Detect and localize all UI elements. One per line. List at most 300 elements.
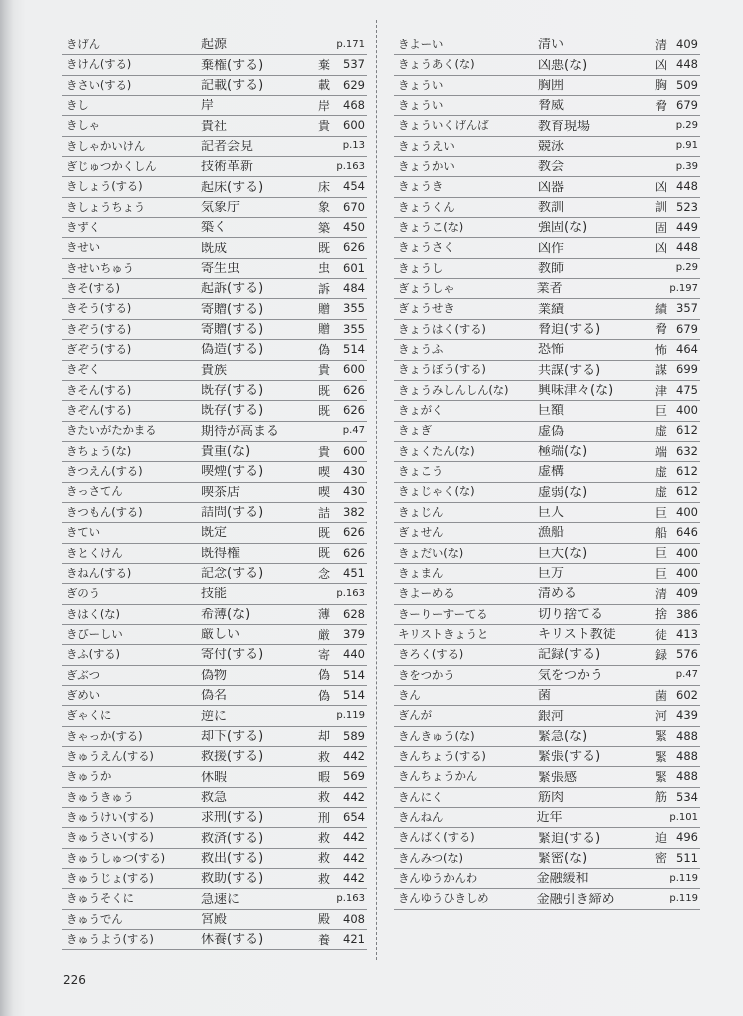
entry-kanji: 寄 (317, 647, 330, 662)
entry-kanji: 喫 (317, 464, 330, 479)
entry-kanji: 虫 (317, 261, 330, 276)
entry-word: 宮殿 (201, 912, 228, 926)
entry-reference: 629 (343, 77, 365, 92)
index-entry (62, 727, 367, 747)
entry-reading: きゅうでん (66, 913, 123, 926)
entry-kanji: 救 (317, 831, 330, 846)
entry-reference: 601 (343, 260, 365, 275)
entry-reading: きゅうえん(する) (66, 750, 154, 763)
entry-reading: きつえん(する) (66, 466, 143, 478)
index-entry (62, 381, 367, 401)
entry-kanji: 築 (317, 220, 330, 235)
entry-reading: きはく(な) (66, 608, 120, 621)
entry-kanji: 棄 (317, 58, 330, 73)
entry-kanji: 偽 (317, 342, 330, 357)
entry-word: 起源 (201, 38, 228, 52)
entry-reading: きそう(する) (66, 303, 132, 315)
entry-reading: きょうふ (398, 344, 444, 356)
entry-reading: きゅうしゅつ(する) (66, 852, 165, 865)
entry-reading: ぎょうせき (398, 303, 455, 315)
entry-reading: きょくたん(な) (398, 445, 475, 458)
entry-reading: きしょう(する) (66, 181, 143, 193)
entry-reading: きんみつ(な) (398, 852, 463, 865)
index-entry (394, 869, 700, 889)
entry-reference: 451 (343, 565, 365, 580)
entry-reference: p.171 (336, 38, 365, 50)
entry-reference: 468 (343, 97, 365, 112)
entry-reference: 632 (676, 443, 698, 458)
index-entry (62, 35, 367, 55)
entry-kanji: 既 (317, 241, 330, 256)
entry-kanji: 贈 (317, 302, 330, 317)
entry-reading: きをつかう (398, 669, 455, 682)
entry-kanji: 巨 (654, 403, 667, 418)
entry-reference: p.39 (675, 160, 698, 172)
index-entry (62, 930, 367, 950)
entry-reading: きゅうか (66, 771, 112, 783)
index-entry (62, 116, 367, 136)
entry-word: 記念(する) (201, 567, 264, 581)
entry-reference: 450 (343, 220, 365, 235)
index-column-left (62, 35, 367, 950)
entry-reference: p.163 (336, 893, 365, 905)
entry-reference: 626 (343, 403, 365, 418)
entry-reference: 679 (676, 97, 698, 112)
entry-kanji: 載 (317, 78, 330, 93)
entry-reading: きょがく (398, 405, 444, 417)
index-entry (394, 686, 700, 706)
entry-reference: 628 (343, 606, 365, 621)
entry-reading: きしょうちょう (66, 201, 146, 214)
entry-reading: きゅうじょ(する) (66, 873, 154, 885)
index-entry (62, 238, 367, 258)
index-entry (62, 279, 367, 299)
index-entry (62, 259, 367, 279)
entry-reading: きゃっか(する) (66, 730, 143, 743)
index-entry (62, 645, 367, 665)
entry-reference: 439 (676, 708, 698, 723)
index-entry (62, 157, 367, 177)
entry-reference: 600 (343, 362, 365, 377)
entry-kanji: 訴 (317, 281, 330, 296)
entry-kanji: 巨 (654, 566, 667, 581)
index-entry (394, 96, 700, 116)
entry-reference: 386 (676, 606, 698, 621)
entry-reference: p.47 (675, 669, 698, 681)
index-entry (62, 767, 367, 787)
entry-word: 業者 (536, 282, 563, 296)
entry-reference: 379 (343, 626, 365, 641)
entry-reading: きっさてん (66, 486, 123, 498)
index-entry (62, 462, 367, 482)
entry-kanji: 床 (317, 180, 330, 195)
index-entry (62, 523, 367, 543)
entry-word: 既存(する) (201, 384, 264, 398)
index-entry (394, 137, 700, 157)
entry-kanji: 喫 (317, 485, 330, 500)
entry-kanji: 脅 (654, 98, 667, 113)
entry-word: 貴社 (201, 119, 228, 133)
entry-reference: 534 (676, 789, 698, 804)
entry-kanji: 詰 (317, 505, 330, 520)
entry-word: 教師 (538, 261, 565, 275)
entry-word: 凶作 (538, 241, 565, 255)
entry-kanji: 救 (317, 851, 330, 866)
entry-kanji: 既 (317, 546, 330, 561)
entry-kanji: 救 (317, 790, 330, 805)
index-column-right (394, 35, 700, 910)
entry-word: 脅威 (538, 99, 565, 113)
entry-reading: きんゆうひきしめ (398, 893, 489, 905)
entry-reference: p.47 (342, 425, 365, 437)
index-entry (62, 503, 367, 523)
index-entry (394, 76, 700, 96)
entry-word: 喫茶店 (201, 485, 241, 499)
entry-kanji: 績 (654, 302, 667, 317)
entry-reading: きつもん(する) (66, 506, 143, 519)
entry-word: 休養(する) (201, 933, 264, 947)
entry-word: 救済(する) (201, 831, 264, 845)
entry-word: 業績 (538, 302, 565, 316)
index-entry (62, 625, 367, 645)
index-entry (394, 35, 700, 55)
entry-reading: きし (66, 99, 89, 112)
entry-reading: きろく(する) (398, 649, 464, 661)
entry-reference: 448 (676, 240, 698, 255)
index-entry (394, 564, 700, 584)
entry-reading: きーりーすーてる (398, 608, 488, 621)
entry-word: 技術革新 (201, 160, 254, 174)
entry-reading: きびーしい (66, 628, 123, 641)
entry-kanji: 脅 (654, 322, 667, 337)
entry-word: 虚偽 (538, 424, 565, 438)
entry-kanji: 既 (317, 525, 330, 540)
entry-kanji: 刑 (317, 810, 330, 825)
index-entry (394, 645, 700, 665)
entry-reference: 430 (343, 464, 365, 479)
entry-reference: 626 (343, 525, 365, 540)
index-entry (62, 706, 367, 726)
index-entry (62, 686, 367, 706)
entry-kanji: 徒 (654, 627, 667, 642)
entry-reading: きずく (66, 222, 100, 234)
index-entry (394, 422, 700, 442)
entry-word: 技能 (201, 587, 228, 601)
entry-word: 気象庁 (201, 200, 241, 214)
entry-reference: p.101 (669, 811, 698, 823)
index-entry (62, 849, 367, 869)
entry-reference: 448 (676, 179, 698, 194)
entry-kanji: 却 (317, 729, 330, 744)
entry-kanji: 岸 (317, 98, 330, 113)
entry-word: 漁船 (538, 526, 565, 540)
entry-reading: きねん(する) (66, 567, 132, 580)
index-entry (394, 666, 700, 686)
index-entry (62, 483, 367, 503)
index-entry (394, 361, 700, 381)
entry-kanji: 虚 (654, 424, 667, 439)
entry-kanji: 録 (654, 647, 667, 662)
entry-word: 筋肉 (538, 790, 565, 804)
entry-word: 既得権 (201, 546, 241, 560)
entry-reference: 654 (343, 809, 365, 824)
entry-reading: ぎぞう(する) (66, 344, 132, 356)
entry-reference: 514 (343, 342, 365, 357)
page-number: 226 (63, 973, 86, 987)
entry-kanji: 殿 (317, 912, 330, 927)
index-entry (394, 55, 700, 75)
entry-kanji: 河 (654, 709, 667, 724)
index-entry (62, 889, 367, 909)
entry-word: 逆に (201, 709, 228, 723)
entry-reading: ぎのう (66, 588, 100, 600)
entry-kanji: 養 (317, 932, 330, 947)
index-entry (62, 320, 367, 340)
entry-reference: 442 (343, 830, 365, 845)
entry-reference: p.119 (669, 893, 698, 905)
entry-reading: きゅうけい(する) (66, 811, 154, 824)
entry-word: 急速に (201, 892, 241, 906)
entry-reading: ぎょせん (398, 527, 444, 539)
entry-reference: 646 (676, 525, 698, 540)
entry-reference: 626 (343, 545, 365, 560)
index-entry (394, 340, 700, 360)
entry-word: 虚構 (538, 465, 565, 479)
entry-reference: 488 (676, 769, 698, 784)
entry-reading: きょうし (398, 262, 444, 275)
entry-word: 緊張(する) (538, 750, 601, 764)
index-entry (62, 666, 367, 686)
index-entry (62, 869, 367, 889)
entry-kanji: 筋 (654, 790, 667, 805)
entry-reading: きゅうよう(する) (66, 934, 154, 946)
index-entry (394, 727, 700, 747)
entry-reference: 626 (343, 240, 365, 255)
index-entry (394, 767, 700, 787)
entry-reference: 514 (343, 667, 365, 682)
index-entry (62, 177, 367, 197)
entry-reading: きょじゃく(な) (398, 486, 475, 498)
entry-word: 偽名 (201, 689, 228, 703)
entry-reading: きんちょう(する) (398, 750, 486, 763)
index-entry (62, 361, 367, 381)
entry-word: 巨人 (538, 506, 565, 520)
entry-kanji: 薄 (317, 607, 330, 622)
entry-word: 極端(な) (538, 445, 588, 459)
entry-word: 既存(する) (201, 404, 264, 418)
index-entry (62, 401, 367, 421)
entry-reading: きょうあく(な) (398, 59, 475, 71)
entry-reference: 626 (343, 382, 365, 397)
entry-reading: きん (398, 689, 421, 702)
entry-reference: p.119 (336, 710, 365, 722)
entry-reading: きぞう(する) (66, 323, 132, 336)
index-entry (62, 198, 367, 218)
entry-kanji: 象 (317, 200, 330, 215)
entry-reference: 509 (676, 77, 698, 92)
entry-reference: 569 (343, 769, 365, 784)
entry-word: 菌 (538, 689, 552, 703)
entry-word: 金融緩和 (536, 872, 589, 886)
entry-reading: ぎじゅつかくしん (66, 160, 157, 173)
entry-reading: きそ(する) (66, 283, 120, 295)
index-entry (394, 849, 700, 869)
index-entry (394, 889, 700, 909)
entry-word: 銀河 (538, 709, 565, 723)
entry-kanji: 固 (654, 220, 667, 235)
entry-reference: 400 (676, 504, 698, 519)
entry-reading: きゅうきゅう (66, 791, 134, 804)
index-entry (394, 503, 700, 523)
entry-reference: p.29 (675, 262, 698, 274)
entry-kanji: 巨 (654, 546, 667, 561)
entry-reading: きてい (66, 527, 100, 539)
index-entry (394, 116, 700, 136)
entry-word: 貴族 (201, 363, 228, 377)
entry-reference: 612 (676, 484, 698, 499)
index-entry (394, 238, 700, 258)
entry-word: 寄贈(する) (201, 322, 264, 336)
entry-reading: きふ(する) (66, 649, 120, 661)
entry-reference: 464 (676, 342, 698, 357)
entry-reading: きょうい (398, 79, 444, 92)
entry-reading: きょうえい (398, 140, 455, 153)
column-divider (376, 20, 377, 960)
index-entry (394, 747, 700, 767)
entry-reference: 355 (343, 321, 365, 336)
index-entry (394, 483, 700, 503)
entry-word: 救出(する) (201, 851, 264, 865)
index-entry (62, 788, 367, 808)
entry-reading: きょうみしんしん(な) (398, 384, 509, 397)
index-entry (62, 422, 367, 442)
entry-reading: きとくけん (66, 547, 123, 560)
entry-kanji: 捨 (654, 607, 667, 622)
entry-reading: きせい (66, 242, 100, 254)
index-entry (62, 218, 367, 238)
entry-kanji: 偽 (317, 688, 330, 703)
entry-kanji: 緊 (654, 770, 667, 785)
entry-kanji: 贈 (317, 322, 330, 337)
entry-kanji: 清 (654, 37, 667, 52)
entry-reference: 612 (676, 423, 698, 438)
entry-reference: 602 (676, 687, 698, 702)
entry-word: 記載(する) (201, 78, 264, 92)
entry-reference: 600 (343, 443, 365, 458)
index-entry (394, 381, 700, 401)
entry-reading: きんちょうかん (398, 771, 478, 783)
entry-reference: 600 (343, 118, 365, 133)
entry-word: 詰問(する) (201, 506, 264, 520)
index-entry (394, 462, 700, 482)
entry-reference: p.13 (342, 140, 365, 152)
entry-reference: p.163 (336, 160, 365, 172)
index-entry (394, 198, 700, 218)
entry-kanji: 既 (317, 403, 330, 418)
entry-reading: きゅうさい(する) (66, 832, 154, 844)
entry-reading: きょじん (398, 506, 444, 519)
entry-reference: 442 (343, 850, 365, 865)
index-entry (394, 442, 700, 462)
entry-kanji: 菌 (654, 688, 667, 703)
index-entry (394, 218, 700, 238)
entry-word: 巨万 (538, 567, 565, 581)
entry-word: 教会 (538, 160, 565, 174)
entry-reading: きゅうそくに (66, 893, 134, 905)
entry-reference: 440 (343, 647, 365, 662)
entry-reference: 454 (343, 179, 365, 194)
entry-word: 起訴(する) (201, 282, 264, 296)
entry-word: 起床(する) (201, 180, 264, 194)
entry-reference: 413 (676, 626, 698, 641)
entry-word: 貴重(な) (201, 445, 251, 459)
entry-word: 恐怖 (538, 343, 565, 357)
index-entry (62, 55, 367, 75)
entry-kanji: 緊 (654, 729, 667, 744)
entry-kanji: 清 (654, 586, 667, 601)
entry-kanji: 虚 (654, 485, 667, 500)
entry-word: 救急 (201, 790, 228, 804)
entry-reference: 442 (343, 789, 365, 804)
entry-word: 記者会見 (201, 139, 254, 153)
entry-reading: キリストきょうと (398, 628, 489, 641)
entry-reading: きょこう (398, 466, 444, 478)
entry-word: 偽造(する) (201, 343, 264, 357)
entry-reference: 496 (676, 830, 698, 845)
entry-word: 虚弱(な) (538, 485, 588, 499)
entry-reading: ぎんが (398, 710, 432, 722)
entry-reading: きんねん (398, 811, 444, 824)
entry-kanji: 貴 (317, 363, 330, 378)
entry-word: 厳しい (201, 628, 241, 642)
entry-reading: きょうぼう(する) (398, 364, 486, 376)
entry-word: 胸囲 (538, 78, 565, 92)
entry-kanji: 訓 (654, 200, 667, 215)
entry-word: 寄生虫 (201, 261, 241, 275)
entry-reading: ぎめい (66, 689, 100, 702)
entry-kanji: 凶 (654, 180, 667, 195)
entry-kanji: 密 (654, 851, 667, 866)
entry-reading: きそん(する) (66, 384, 132, 397)
index-entry (62, 544, 367, 564)
entry-reading: きんゆうかんわ (398, 873, 478, 885)
entry-word: 期待が高まる (201, 424, 280, 438)
entry-reference: 442 (343, 871, 365, 886)
index-entry (394, 706, 700, 726)
entry-reading: きせいちゅう (66, 262, 134, 275)
entry-word: 休暇 (201, 770, 228, 784)
entry-reading: きょうかい (398, 160, 455, 173)
entry-kanji: 端 (654, 444, 667, 459)
entry-kanji: 貴 (317, 119, 330, 134)
entry-reading: きょうい (398, 99, 444, 112)
entry-kanji: 暇 (317, 770, 330, 785)
entry-word: 緊密(な) (538, 851, 588, 865)
entry-word: 寄贈(する) (201, 302, 264, 316)
index-entry (62, 76, 367, 96)
entry-word: 強固(な) (538, 221, 588, 235)
entry-kanji: 緊 (654, 749, 667, 764)
entry-reading: きけん(する) (66, 59, 132, 71)
entry-word: 希薄(な) (201, 607, 251, 621)
entry-word: 記録(する) (538, 648, 601, 662)
index-entry (62, 340, 367, 360)
entry-word: 巨額 (538, 404, 565, 418)
entry-reading: きげん (66, 38, 100, 51)
entry-reference: p.29 (675, 120, 698, 132)
entry-kanji: 津 (654, 383, 667, 398)
entry-word: 教訓 (538, 200, 565, 214)
